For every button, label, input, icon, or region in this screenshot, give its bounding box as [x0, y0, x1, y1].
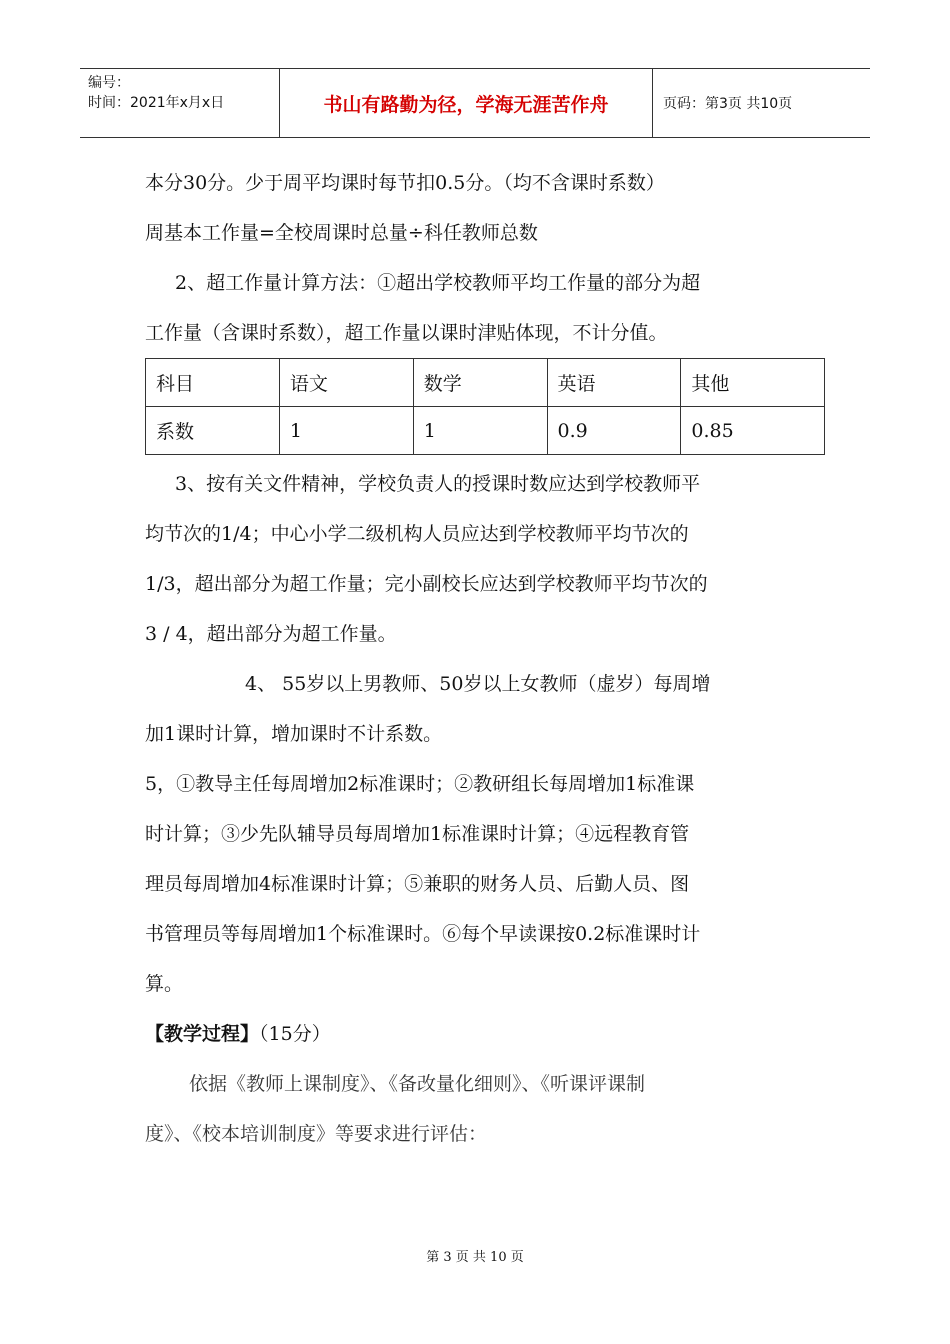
section-heading [145, 1009, 810, 1059]
table-cell: 0.9 [547, 407, 681, 455]
paragraph-line: 3 / 4，超出部分为超工作量。 [145, 623, 397, 645]
table-header-cell: 英语 [547, 359, 681, 407]
coefficient-table [145, 358, 825, 455]
paragraph-line: 4、 55岁以上男教师、50岁以上女教师（虚岁）每周增 [245, 673, 711, 695]
header-number-label: 编号： [88, 75, 130, 91]
table-header-cell: 语文 [279, 359, 413, 407]
header-time-label: 时间：2021年x月x日 [88, 95, 225, 111]
table-cell: 0.85 [681, 407, 825, 455]
paragraph-line: 2、超工作量计算方法：①超出学校教师平均工作量的部分为超 [175, 272, 701, 294]
table-cell: 1 [279, 407, 413, 455]
section-score: （15分） [259, 1023, 331, 1045]
paragraph-line: 5，①教导主任每周增加2标准课时；②教研组长每周增加1标准课 [145, 773, 695, 795]
paragraph-line: 度》、《校本培训制度》等要求进行评估： [145, 1123, 488, 1145]
page-header [80, 68, 870, 138]
paragraph-line: 均节次的1/4；中心小学二级机构人员应达到学校教师平均节次的 [145, 523, 689, 545]
table-header-cell: 其他 [681, 359, 825, 407]
table-row [146, 407, 825, 455]
paragraph-line: 依据《教师上课制度》、《备改量化细则》、《听课评课制 [189, 1073, 646, 1095]
section-title: 【教学过程】 [145, 1023, 260, 1045]
header-motto: 书山有路勤为径，学海无涯苦作舟 [280, 69, 653, 137]
table-cell: 系数 [146, 407, 280, 455]
paragraph-line: 1/3，超出部分为超工作量；完小副校长应达到学校教师平均节次的 [145, 573, 708, 595]
paragraph-line: 理员每周增加4标准课时计算；⑤兼职的财务人员、后勤人员、图 [145, 873, 690, 895]
page-footer: 第 3 页 共 10 页 [426, 1250, 524, 1265]
paragraph-line: 周基本工作量=全校周课时总量÷科任教师总数 [145, 222, 538, 244]
paragraph-line: 时计算；③少先队辅导员每周增加1标准课时计算；④远程教育管 [145, 823, 690, 845]
document-body [145, 158, 810, 1159]
paragraph-line: 算。 [145, 973, 184, 995]
header-page-info: 页码：第3页 共10页 [663, 96, 793, 112]
table-cell: 1 [413, 407, 547, 455]
paragraph-line: 3、按有关文件精神，学校负责人的授课时数应达到学校教师平 [175, 473, 701, 495]
table-header-cell: 科目 [146, 359, 280, 407]
table-row [146, 359, 825, 407]
paragraph-line: 工作量（含课时系数），超工作量以课时津贴体现，不计分值。 [145, 322, 668, 344]
table-header-cell: 数学 [413, 359, 547, 407]
header-meta [80, 69, 280, 137]
paragraph-line: 本分30分。少于周平均课时每节扣0.5分。（均不含课时系数） [145, 172, 665, 194]
paragraph-line: 书管理员等每周增加1个标准课时。⑥每个早读课按0.2标准课时计 [145, 923, 701, 945]
paragraph-line: 加1课时计算，增加课时不计系数。 [145, 723, 443, 745]
